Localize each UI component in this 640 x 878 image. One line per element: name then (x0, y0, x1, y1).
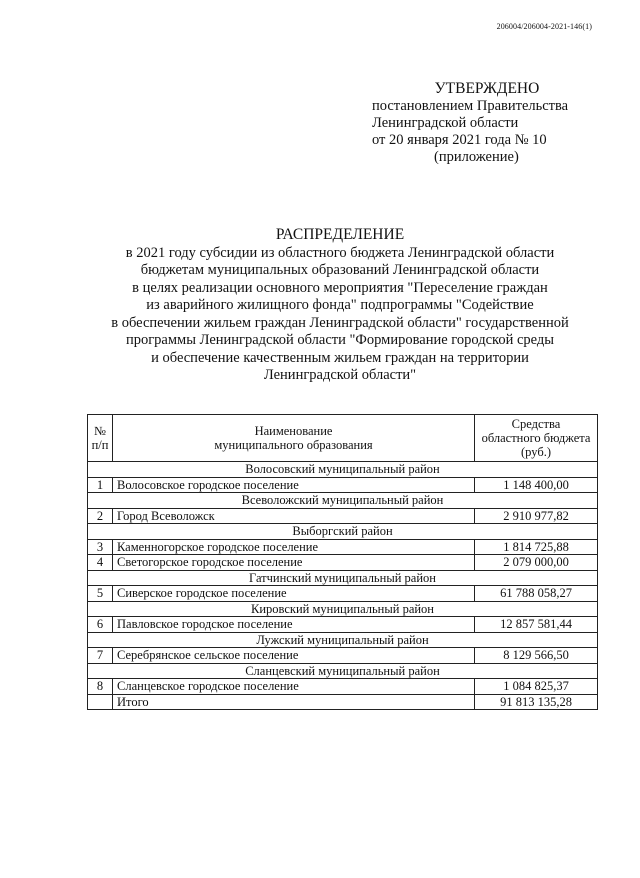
table-row (88, 477, 598, 493)
row-number: 3 (88, 539, 113, 555)
header-number: № п/п (88, 415, 113, 462)
row-name: Павловское городское поселение (113, 617, 475, 633)
row-number: 5 (88, 586, 113, 602)
total-number-cell (88, 694, 113, 710)
table-row (88, 508, 598, 524)
row-name: Сиверское городское поселение (113, 586, 475, 602)
table-row (88, 648, 598, 664)
title-line: из аварийного жилищного фонда" подпрограммы "Содействие (146, 297, 534, 313)
approval-appendix: (приложение) (434, 149, 519, 165)
district-row (88, 632, 598, 648)
district-name: Волосовский муниципальный район (88, 462, 598, 478)
district-row (88, 462, 598, 478)
total-row (88, 694, 598, 710)
district-row (88, 570, 598, 586)
row-number: 1 (88, 477, 113, 493)
row-name: Волосовское городское поселение (113, 477, 475, 493)
row-value: 8 129 566,50 (475, 648, 598, 664)
row-number: 8 (88, 679, 113, 695)
row-value: 12 857 581,44 (475, 617, 598, 633)
title-line: в целях реализации основного мероприятия "Переселение граждан (132, 279, 548, 296)
table-row (88, 539, 598, 555)
row-name: Каменногорское городское поселение (113, 539, 475, 555)
title-line: бюджетам муниципальных образований Ленинградской области (140, 262, 540, 278)
row-name: Серебрянское сельское поселение (113, 648, 475, 664)
title-line: в обеспечении жильем граждан Ленинградской области" государственной (111, 314, 569, 331)
row-value: 1 814 725,88 (475, 539, 598, 555)
row-number: 6 (88, 617, 113, 633)
district-name: Лужский муниципальный район (88, 632, 598, 648)
approval-line: Ленинградской области (372, 115, 519, 131)
row-name: Светогорское городское поселение (113, 555, 475, 571)
row-number: 4 (88, 555, 113, 571)
title-line: и обеспечение качественным жильем граждан на территории (151, 349, 529, 366)
table-row (88, 586, 598, 602)
total-value: 91 813 135,28 (475, 694, 598, 710)
row-value: 1 148 400,00 (475, 477, 598, 493)
title-line: Ленинградской области" (263, 367, 417, 383)
district-name: Гатчинский муниципальный район (88, 570, 598, 586)
row-name: Сланцевское городское поселение (113, 679, 475, 695)
district-name: Всеволожский муниципальный район (88, 493, 598, 509)
district-row (88, 524, 598, 540)
row-value: 61 788 058,27 (475, 586, 598, 602)
subsidy-table (87, 414, 598, 710)
row-name: Город Всеволожск (113, 508, 475, 524)
header-name: Наименование муниципального образования (113, 415, 475, 462)
table-row (88, 679, 598, 695)
total-label: Итого (113, 694, 475, 710)
table-row (88, 617, 598, 633)
row-value: 2 079 000,00 (475, 555, 598, 571)
district-row (88, 601, 598, 617)
district-name: Кировский муниципальный район (88, 601, 598, 617)
row-number: 7 (88, 648, 113, 664)
approval-line: постановлением Правительства (372, 98, 569, 114)
district-name: Сланцевский муниципальный район (88, 663, 598, 679)
row-value: 1 084 825,37 (475, 679, 598, 695)
row-number: 2 (88, 508, 113, 524)
document-id: 206004/206004-2021-146(1) (496, 22, 592, 31)
title-line: программы Ленинградской области "Формирование городской среды (125, 332, 555, 348)
district-name: Выборгский район (88, 524, 598, 540)
title-line: в 2021 году субсидии из областного бюджета Ленинградской области (125, 244, 555, 261)
approval-line: от 20 января 2021 года № 10 (372, 132, 547, 148)
district-row (88, 663, 598, 679)
table-row (88, 555, 598, 571)
document-title (60, 226, 620, 385)
approval-heading: УТВЕРЖДЕНО (434, 80, 540, 97)
approval-stamp (372, 80, 602, 166)
header-budget: Средства областного бюджета (руб.) (475, 415, 598, 462)
district-row (88, 493, 598, 509)
row-value: 2 910 977,82 (475, 508, 598, 524)
table-header-row (88, 415, 598, 462)
title-heading: РАСПРЕДЕЛЕНИЕ (275, 226, 405, 243)
